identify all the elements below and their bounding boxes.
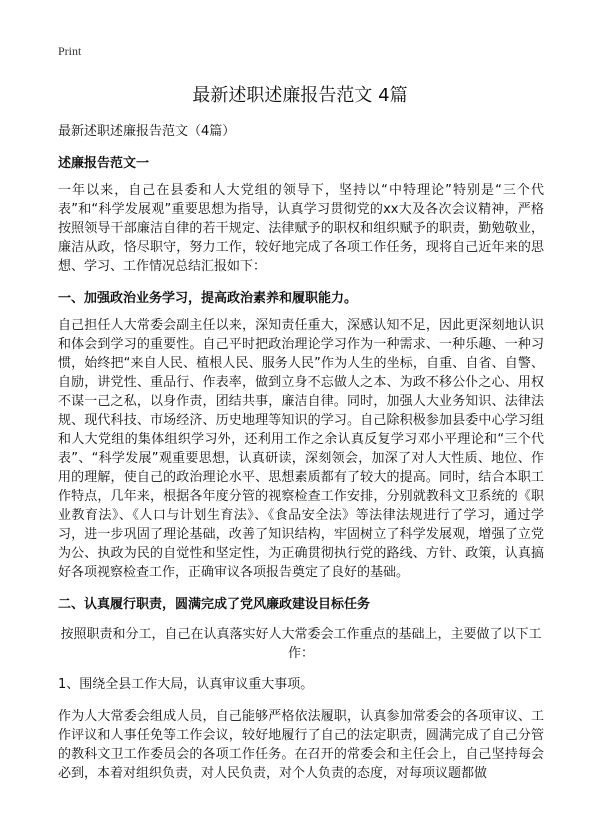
paragraph-duties-intro: 按照职责和分工，自己在认真落实好人大常委会工作重点的基础上，主要做了以下工作： <box>60 627 542 661</box>
heading-duties: 二、认真履行职责，圆满完成了党风廉政建设目标任务 <box>58 597 371 612</box>
document-title: 最新述职述廉报告范文 4篇 <box>192 85 408 106</box>
print-label[interactable]: Print <box>58 44 82 58</box>
item-1: 1、围绕全县工作大局，认真审议重大事项。 <box>58 677 314 692</box>
intro-paragraph: 一年以来，自己在县委和人大党组的领导下，坚持以“中特理论”特别是“三个代表”和“科学发展观”重要思想为指导，认真学习贯彻党的xx大及各次会议精神，严格按照领导干部廉洁自律的若干规定、法律赋予的职权和组织赋予的职责，勤勉敬业，廉洁从政，恪尽职守，努力工作，较好地完成了各项工作任务，现将自己近年来的思想、学习、工作情况总结汇报如下： <box>58 183 544 274</box>
paragraph-study: 自己担任人大常委会副主任以来，深知责任重大，深感认知不足，因此更深刻地认识和体会到学习的重要性。自己平时把政治理论学习作为一种需求、一种乐趣、一种习惯，始终把“来自人民、植根人民、服务人民”作为人生的坐标，自重、自省、自警、自励，讲党性、重品行、作表率，做到立身不忘做人之本、为政不移公仆之心、用权不谋一己之私，以身作责，团结共事，廉洁自律。同时，加强人大业务知识、法律法规、现代科技、市场经济、历史地理等知识的学习。自己除积极参加县委中心学习组和人大党组的集体组织学习外，还利用工作之余认真反复学习邓小平理论和“三个代表”、“科学发展”观重要思想，认真研读，深刻领会，加深了对人大性质、地位、作用的理解，使自己的政治理论水平、思想素质都有了较大的提高。同时，结合本职工作特点，几年来，根据各年度分管的视察检查工作安排，分别就教科文卫系统的《职业教育法》、《人口与计划生育法》、《食品安全法》等法律法规进行了学习，通过学习，进一步巩固了理论基础，改善了知识结构，牢固树立了科学发展观，增强了立党为公、执政为民的自觉性和坚定性，为正确贯彻执行党的路线、方针、政策，认真搞好各项视察检查工作，正确审议各项报告奠定了良好的基础。 <box>58 318 544 580</box>
heading-politics-study: 一、加强政治业务学习，提高政治素养和履职能力。 <box>58 291 358 306</box>
document-subtitle: 最新述职述廉报告范文（4篇） <box>58 124 236 139</box>
paragraph-review: 作为人大常委会组成人员，自己能够严格依法履职，认真参加常委会的各项审议、工作评议和人事任免等工作会议，较好地履行了自己的法定职责，圆满完成了自己分管的教科文卫工作委员会的各项工作任务。在召开的常委会和主任会上，自己坚持每会必到，本着对组织负责，对人民负责，对个人负责的态度，对每项议题都做 <box>58 709 544 781</box>
section-heading-1: 述廉报告范文一 <box>58 156 150 171</box>
